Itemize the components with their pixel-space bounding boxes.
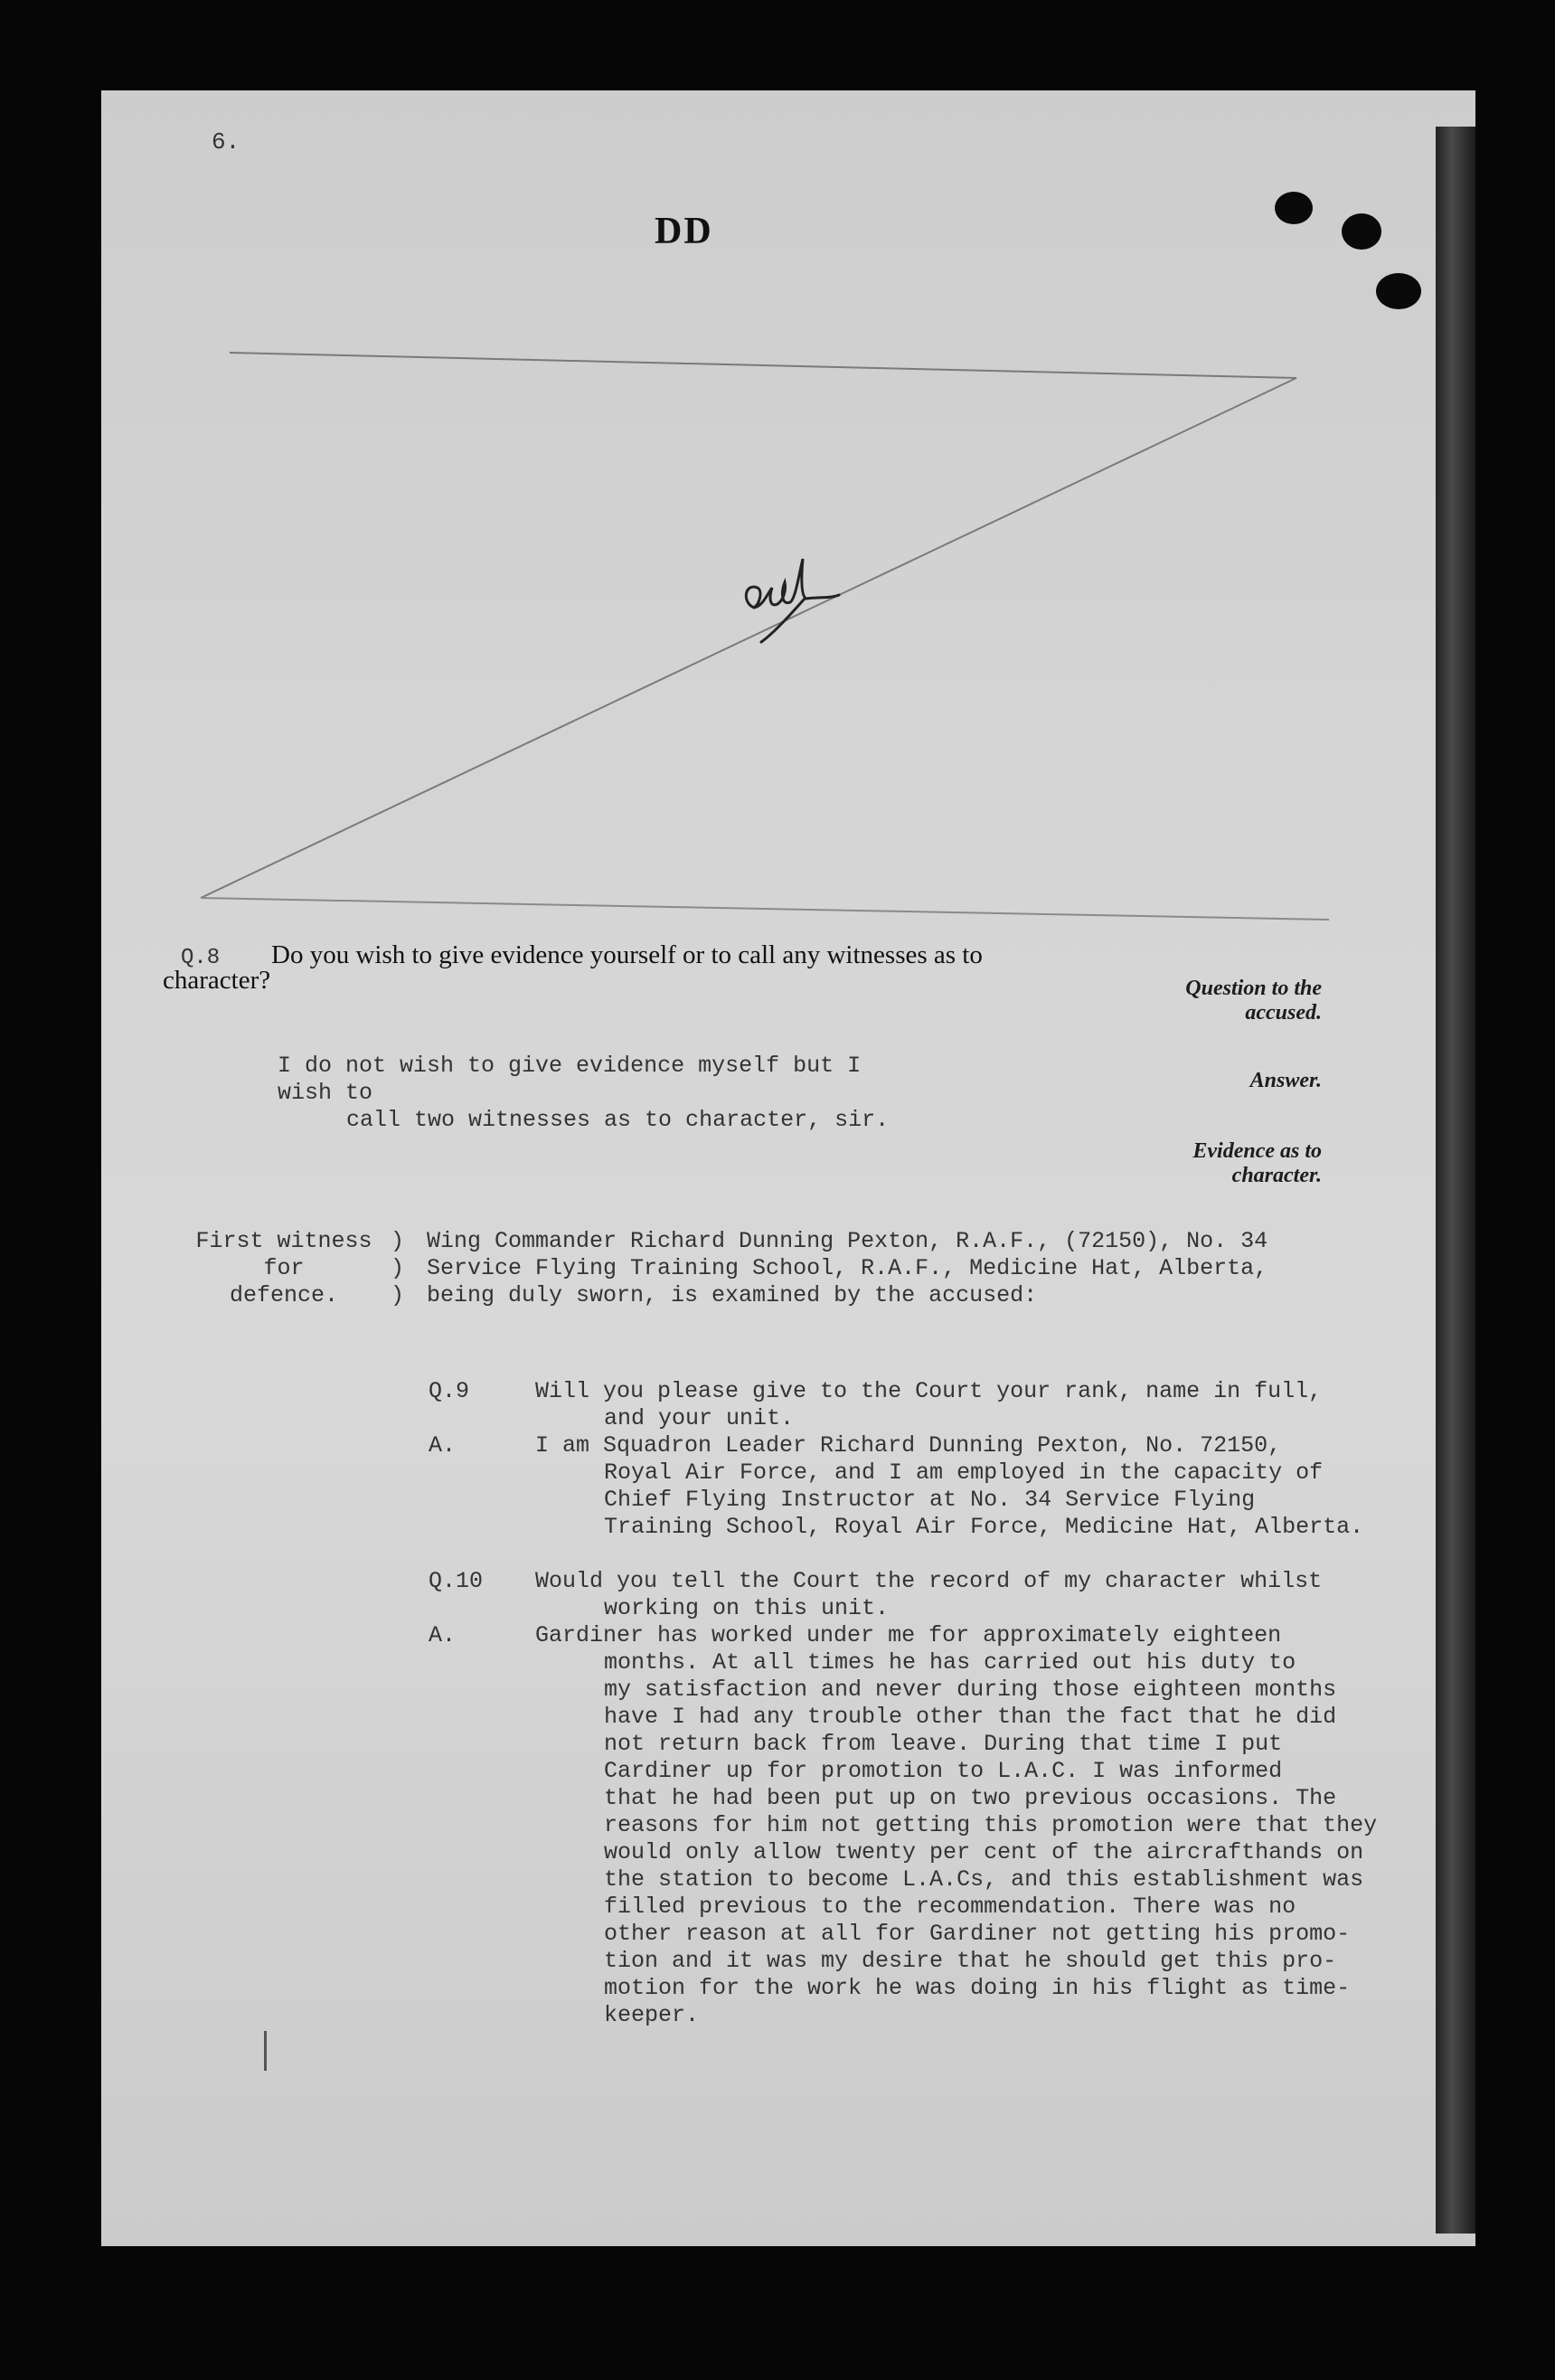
qa-line: filled previous to the recommendation. There was no	[604, 1894, 1296, 1920]
punch-hole	[1275, 192, 1313, 224]
strike-out-mark	[101, 90, 1475, 940]
qa-line: months. At all times he has carried out his duty to	[604, 1649, 1296, 1676]
a9-label: A.	[429, 1432, 457, 1459]
punch-hole	[1376, 273, 1421, 309]
qa-line: Gardiner has worked under me for approximately eighteen	[535, 1622, 1282, 1648]
margin-note-evidence: Evidence as to character.	[1192, 1139, 1322, 1187]
q10-label: Q.10	[429, 1568, 484, 1594]
q9-label: Q.9	[429, 1378, 470, 1404]
qa-line: tion and it was my desire that he should get this pro-	[604, 1948, 1337, 1974]
witness-label-line: defence.	[229, 1282, 339, 1308]
qa-line: my satisfaction and never during those eighteen months	[604, 1676, 1337, 1703]
intro-line: being duly sworn, is examined by the accused:	[427, 1282, 1038, 1308]
page-edge-shadow	[1436, 127, 1475, 2234]
margin-mark	[264, 2031, 267, 2071]
qa-line: other reason at all for Gardiner not getting his promo-	[604, 1921, 1351, 1947]
a9-text	[535, 1432, 1385, 1541]
qa-line: Will you please give to the Court your rank, name in full,	[535, 1378, 1323, 1404]
witness-label-line: First witness	[195, 1228, 372, 1254]
page-heading: DD	[655, 211, 713, 252]
answer-to-q8	[278, 1053, 928, 1134]
margin-note-answer: Answer.	[1249, 1069, 1322, 1092]
qa-line: that he had been put up on two previous occasions. The	[604, 1785, 1337, 1811]
qa-line: have I had any trouble other than the fact that he did	[604, 1704, 1337, 1730]
question-number: Q.8	[181, 946, 221, 970]
question-text: Do you wish to give evidence yourself or to call any witnesses as to character?	[163, 940, 983, 995]
intro-line: Service Flying Training School, R.A.F., Medicine Hat, Alberta,	[427, 1255, 1268, 1281]
margin-note-question: Question to the accused.	[1185, 977, 1322, 1025]
qa-line: Cardiner up for promotion to L.A.C. I was informed	[604, 1758, 1283, 1784]
q10-text	[535, 1568, 1385, 1622]
witness-label-line: for	[263, 1255, 305, 1281]
page-number: 6.	[212, 128, 240, 156]
qa-line: motion for the work he was doing in his flight as time-	[604, 1975, 1351, 2001]
punch-hole	[1342, 213, 1381, 250]
a10-label: A.	[429, 1622, 457, 1648]
witness-label	[184, 1228, 383, 1309]
qa-line: Royal Air Force, and I am employed in the capacity of	[604, 1459, 1324, 1486]
qa-line: working on this unit.	[604, 1595, 890, 1621]
qa-line: Training School, Royal Air Force, Medicine Hat, Alberta.	[604, 1514, 1364, 1540]
document-page	[101, 90, 1475, 2246]
qa-line: would only allow twenty per cent of the aircrafthands on	[604, 1839, 1364, 1865]
a10-text	[535, 1622, 1385, 2029]
qa-line: keeper.	[604, 2002, 700, 2028]
qa-line: reasons for him not getting this promotion were that they	[604, 1812, 1378, 1838]
qa-line: not return back from leave. During that time I put	[604, 1731, 1283, 1757]
witness-introduction	[427, 1228, 1385, 1309]
qa-line: the station to become L.A.Cs, and this establishment was	[604, 1866, 1364, 1893]
qa-line: Chief Flying Instructor at No. 34 Service Flying	[604, 1487, 1256, 1513]
qa-line: I am Squadron Leader Richard Dunning Pexton, No. 72150,	[535, 1432, 1282, 1459]
qa-line: and your unit.	[604, 1405, 795, 1431]
intro-line: Wing Commander Richard Dunning Pexton, R.A.F., (72150), No. 34	[427, 1228, 1268, 1254]
bracket-mark: ) ) )	[391, 1228, 405, 1308]
handwritten-initials	[736, 552, 853, 651]
answer-line: I do not wish to give evidence myself but I wish to	[278, 1053, 862, 1106]
answer-line: call two witnesses as to character, sir.	[346, 1107, 890, 1133]
q9-text	[535, 1378, 1385, 1432]
qa-line: Would you tell the Court the record of my character whilst	[535, 1568, 1323, 1594]
